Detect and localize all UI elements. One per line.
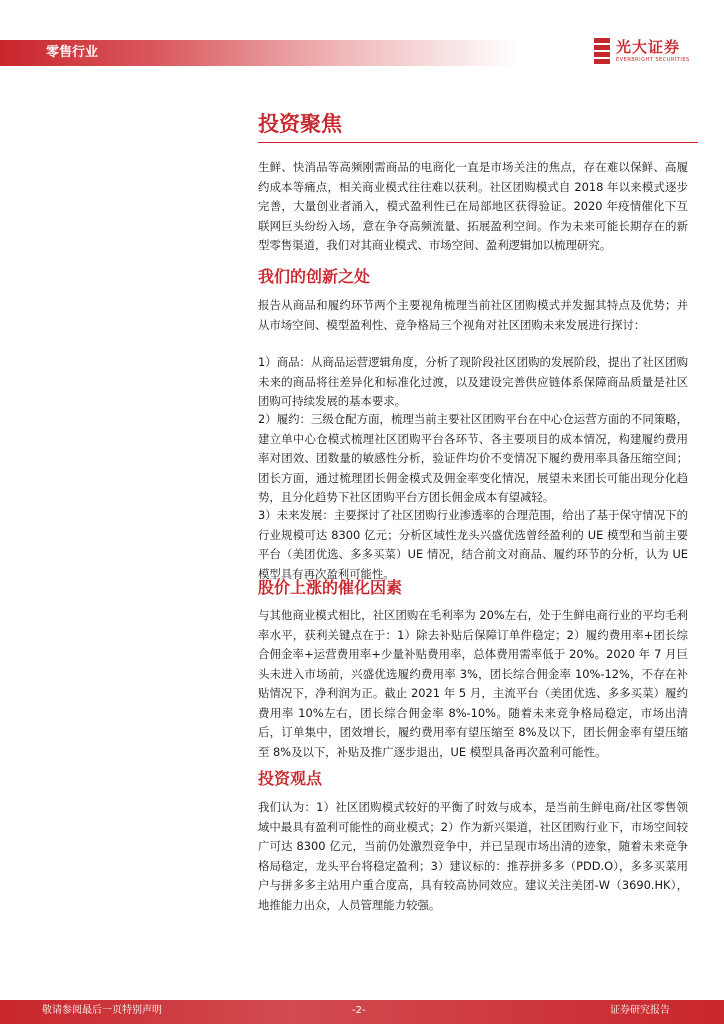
page-number: -2- xyxy=(352,1005,366,1016)
catalyst-paragraph: 与其他商业模式相比，社区团购在毛利率为 20%左右，处于生鲜电商行业的平均毛利率水平，获利关键点在于：1）除去补贴后保障订单件稳定；2）履约费用率+团长综合佣金率+运营费用率+少量补贴费用率，总体费用需率低于 20%。2020 年 7 月巨头未进入市场前，兴盛优选履约费用率 3%，团长综合佣金率 10%-12%，不存在补贴情况下，净利润为正。截止 2021 年 5 月，主流平台（美团优选、多多买菜）履约费用率 10%左右，团长综合佣金率 8%-10%。随着未来竞争格局稳定，市场出清后，订单集中，团效增长，履约费用率有望压缩至 8%及以下，团长佣金率有望压缩至 8%及以下，补贴及推广逐步退出，UE 模型具备再次盈利可能性。 xyxy=(258,608,688,759)
everbright-logo-mark-icon xyxy=(594,38,610,64)
innovation-point-fulfillment: 2）履约：三级仓配方面，梳理当前主要社区团购平台在中心仓运营方面的不同策略，建立单中心仓模式梳理社区团购平台各环节、各主要项目的成本情况，构建履约费用率对团效、团数量的敏感性分析，验证件均价不变情况下履约费用率具备压缩空间；团长方面，通过梳理团长佣金模式及佣金率变化情况，展望未来团长可能出现分化趋势，且分化趋势下社区团购平台方团长佣金成本有望减轻。 xyxy=(258,412,688,504)
footer-report-type: 证券研究报告 xyxy=(610,1005,670,1016)
viewpoint-heading: 投资观点 xyxy=(258,769,323,788)
innovation-point-goods: 1）商品：从商品运营逻辑角度，分析了现阶段社区团购的发展阶段，提出了社区团购未来的商品将往差异化和标准化过渡，以及建设完善供应链体系保障商品质量是社区团购可持续发展的基本要求。 xyxy=(258,355,688,408)
intro-paragraph: 生鲜、快消品等高频刚需商品的电商化一直是市场关注的焦点，存在难以保鲜、高履约成本等痛点，相关商业模式往往难以获利。社区团购模式自 2018 年以来模式逐步完善，大量创业者涌入，模式盈利性已在局部地区获得验证。2020 年疫情催化下互联网巨头纷纷入场，意在争夺高频流量、拓展盈利空间。作为未来可能长期存在的新型零售渠道，我们对其商业模式、市场空间、盈利逻辑加以梳理研究。 xyxy=(258,160,688,252)
catalyst-heading: 股价上涨的催化因素 xyxy=(258,578,403,597)
innovation-lead: 报告从商品和履约环节两个主要视角梳理当前社区团购模式并发掘其特点及优势；并从市场空间、模型盈利性、竞争格局三个视角对社区团购未来发展进行探讨： xyxy=(258,298,688,332)
industry-label: 零售行业 xyxy=(46,45,99,60)
viewpoint-paragraph: 我们认为：1）社区团购模式较好的平衡了时效与成本，是当前生鲜电商/社区零售领域中最具有盈利可能性的商业模式；2）作为新兴渠道，社区团购行业下，市场空间较广可达 8300 亿元，当前仍处激烈竞争中，并已呈现市场出清的迹象，随着未来竞争格局稳定，龙头平台将稳定盈利；3）建议标的：推荐拼多多（PDD.O），多多买菜用户与拼多多主站用户重合度高，具有较高协同效应。建议关注美团-W（3690.HK），地推能力出众，人员管理能力较强。 xyxy=(258,800,688,912)
everbright-logo xyxy=(594,36,694,68)
innovation-heading: 我们的创新之处 xyxy=(258,267,371,286)
logo-subtext: EVERBRIGHT SECURITIES xyxy=(616,57,690,63)
title-divider xyxy=(258,142,698,143)
logo-text: 光大证券 xyxy=(616,38,681,56)
section-title: 投资聚焦 xyxy=(258,112,342,136)
footer-disclaimer: 敬请参阅最后一页特别声明 xyxy=(42,1005,162,1016)
innovation-point-future: 3）未来发展：主要探讨了社区团购行业渗透率的合理范围，给出了基于保守情况下的行业规模可达 8300 亿元；分析区域性龙头兴盛优选曾经盈利的 UE 模型和当前主要平台（美团优选、多多买菜）UE 情况，结合前文对商品、履约环节的分析，认为 UE 模型具有再次盈利可能性。 xyxy=(258,508,688,581)
